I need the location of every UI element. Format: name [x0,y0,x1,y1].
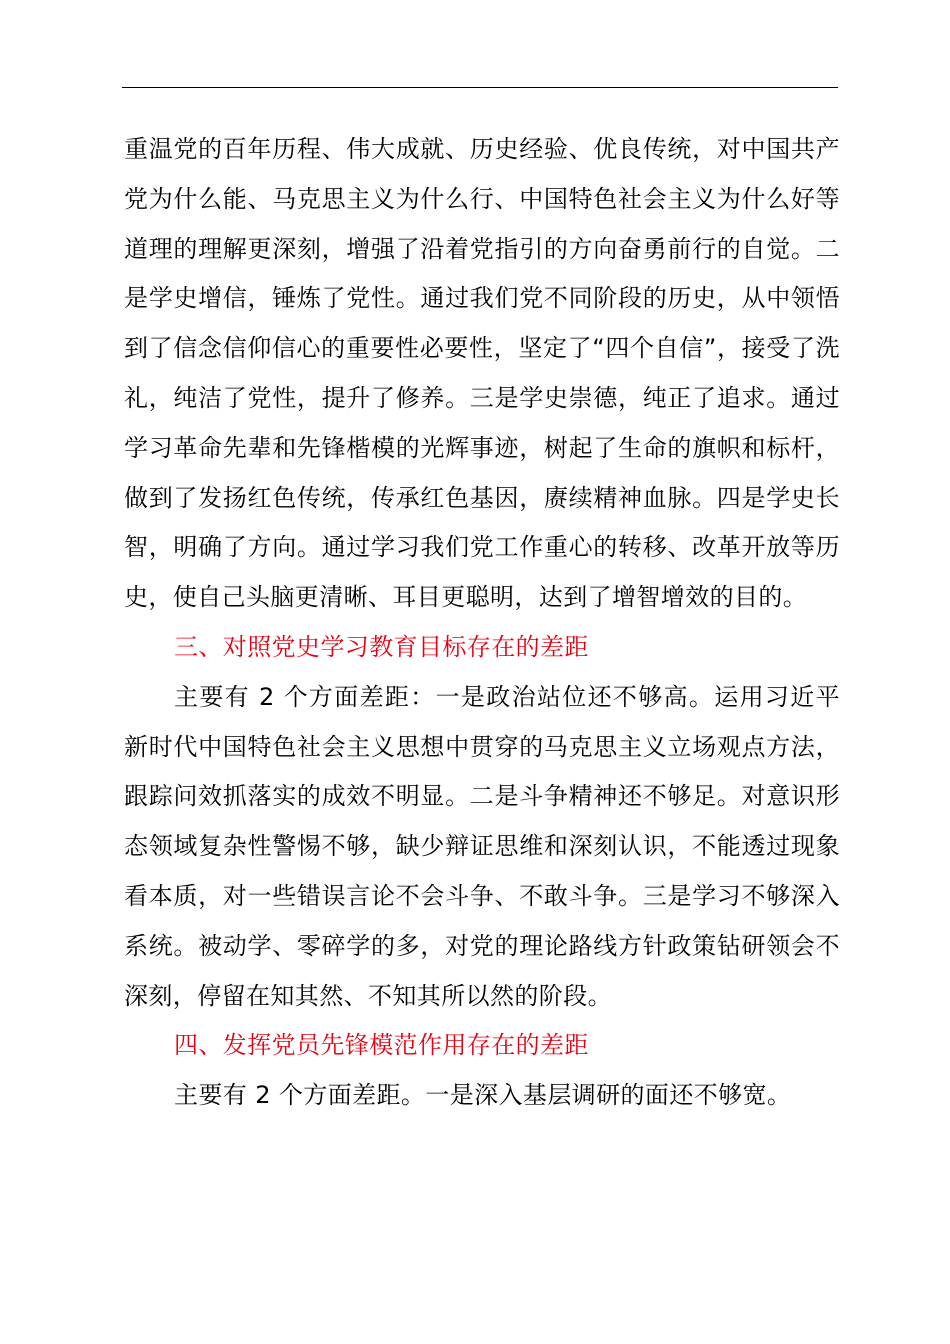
header-rule [122,87,838,88]
document-body [124,125,840,1121]
section-heading-4: 四、发挥党员先锋模范作用存在的差距 [174,1031,589,1060]
body-paragraph-2: 主要有 2 个方面差距：一是政治站位还不够高。运用习近平新时代中国特色社会主义思想中贯穿的马克思主义立场观点方法，跟踪问效抓落实的成效不明显。二是斗争精神还不够足。对意识形态领域复杂性警惕不够，缺少辩证思维和深刻认识，不能透过现象看本质，对一些错误言论不会斗争、不敢斗争。三是学习不够深入系统。被动学、零碎学的多，对党的理论路线方针政策钻研领会不深刻，停留在知其然、不知其所以然的阶段。 [124,682,840,1010]
body-paragraph-1: 重温党的百年历程、伟大成就、历史经验、优良传统，对中国共产党为什么能、马克思主义为什么行、中国特色社会主义为什么好等道理的理解更深刻，增强了沿着党指引的方向奋勇前行的自觉。二是学史增信，锤炼了党性。通过我们党不同阶段的历史，从中领悟到了信念信仰信心的重要性必要性，坚定了“四个自信”，接受了洗礼，纯洁了党性，提升了修养。三是学史崇德，纯正了追求。通过学习革命先辈和先锋楷模的光辉事迹，树起了生命的旗帜和标杆，做到了发扬红色传统，传承红色基因，赓续精神血脉。四是学史长智，明确了方向。通过学习我们党工作重心的转移、改革开放等历史，使自己头脑更清晰、耳目更聪明，达到了增智增效的目的。 [124,135,840,612]
section-heading-3: 三、对照党史学习教育目标存在的差距 [174,632,589,661]
body-paragraph-3: 主要有 2 个方面差距。一是深入基层调研的面还不够宽。 [174,1081,792,1110]
